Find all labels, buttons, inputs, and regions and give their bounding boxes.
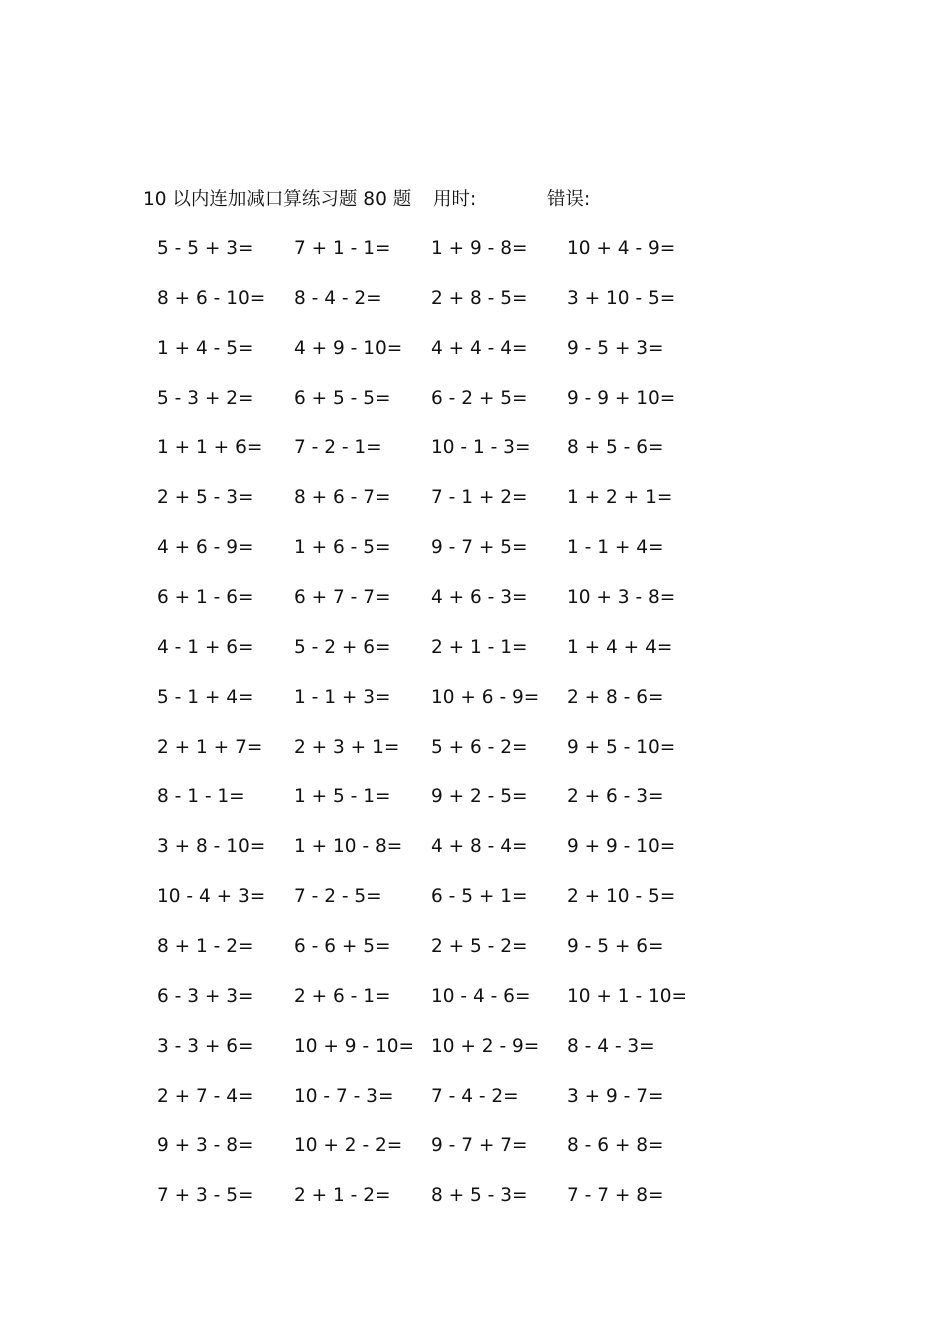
arithmetic-problem: 7 - 2 - 1=	[294, 437, 382, 459]
arithmetic-problem: 1 - 1 + 4=	[567, 537, 664, 559]
arithmetic-problem: 9 - 7 + 5=	[431, 537, 528, 559]
arithmetic-problem: 5 - 3 + 2=	[157, 387, 254, 409]
arithmetic-problem: 2 + 1 - 2=	[294, 1185, 391, 1207]
arithmetic-problem: 2 + 1 - 1=	[431, 636, 528, 658]
arithmetic-problem: 1 + 10 - 8=	[294, 836, 403, 858]
arithmetic-problem: 5 - 2 + 6=	[294, 636, 391, 658]
arithmetic-problem: 4 + 6 - 3=	[431, 587, 528, 608]
arithmetic-problem: 10 - 1 - 3=	[431, 437, 531, 459]
arithmetic-problem: 3 + 10 - 5=	[567, 287, 676, 309]
arithmetic-problem: 9 - 5 + 6=	[567, 935, 664, 957]
arithmetic-problem: 8 - 4 - 2=	[294, 287, 382, 309]
arithmetic-problem: 8 - 1 - 1=	[157, 786, 245, 808]
arithmetic-problem: 8 - 4 - 3=	[567, 1035, 655, 1057]
arithmetic-problem: 3 - 3 + 6=	[157, 1035, 254, 1057]
arithmetic-problem: 4 + 4 - 4=	[431, 337, 528, 359]
arithmetic-problem: 4 + 9 - 10=	[294, 337, 403, 359]
arithmetic-problem: 2 + 8 - 5=	[431, 287, 528, 309]
arithmetic-problem: 8 + 1 - 2=	[157, 935, 254, 957]
arithmetic-problem: 9 - 9 + 10=	[567, 387, 676, 409]
arithmetic-problem: 5 - 1 + 4=	[157, 686, 254, 708]
arithmetic-problem: 9 + 2 - 5=	[431, 786, 528, 808]
arithmetic-problem: 5 - 5 + 3=	[157, 238, 254, 259]
arithmetic-problem: 10 - 4 - 6=	[431, 985, 531, 1007]
arithmetic-problem: 2 + 5 - 3=	[157, 487, 254, 509]
arithmetic-problem: 2 + 5 - 2=	[431, 935, 528, 957]
arithmetic-problem: 8 + 6 - 10=	[157, 287, 266, 309]
arithmetic-problem: 9 - 7 + 7=	[431, 1135, 528, 1157]
arithmetic-problem: 6 + 7 - 7=	[294, 587, 391, 608]
arithmetic-problem: 2 + 10 - 5=	[567, 886, 676, 908]
arithmetic-problem: 10 + 4 - 9=	[567, 238, 676, 259]
arithmetic-problem: 2 + 1 + 7=	[157, 736, 263, 758]
arithmetic-problem: 6 - 5 + 1=	[431, 886, 528, 908]
arithmetic-problem: 1 + 6 - 5=	[294, 537, 391, 559]
arithmetic-problem: 1 + 4 - 5=	[157, 337, 254, 359]
arithmetic-problem: 2 + 6 - 1=	[294, 985, 391, 1007]
arithmetic-problem: 10 + 9 - 10=	[294, 1035, 415, 1057]
arithmetic-problem: 2 + 8 - 6=	[567, 686, 664, 708]
arithmetic-problem: 2 + 7 - 4=	[157, 1085, 254, 1107]
arithmetic-problem: 1 + 4 + 4=	[567, 636, 673, 658]
arithmetic-problem: 1 + 2 + 1=	[567, 487, 673, 509]
arithmetic-problem: 1 - 1 + 3=	[294, 686, 391, 708]
arithmetic-problem: 10 + 1 - 10=	[567, 985, 688, 1007]
arithmetic-problem: 4 - 1 + 6=	[157, 636, 254, 658]
arithmetic-problem: 6 - 2 + 5=	[431, 387, 528, 409]
arithmetic-problem: 9 - 5 + 3=	[567, 337, 664, 359]
worksheet-title: 10 以内连加减口算练习题 80 题	[143, 189, 412, 210]
arithmetic-problem: 7 - 7 + 8=	[567, 1185, 664, 1207]
arithmetic-problem: 9 + 5 - 10=	[567, 736, 676, 758]
arithmetic-problem: 7 + 3 - 5=	[157, 1185, 254, 1207]
arithmetic-problem: 3 + 9 - 7=	[567, 1085, 664, 1107]
arithmetic-problem: 1 + 1 + 6=	[157, 437, 263, 459]
arithmetic-problem: 10 - 7 - 3=	[294, 1085, 394, 1107]
time-used-label: 用时:	[433, 189, 477, 210]
arithmetic-problem: 6 - 6 + 5=	[294, 935, 391, 957]
arithmetic-problem: 5 + 6 - 2=	[431, 736, 528, 758]
arithmetic-problem: 10 + 6 - 9=	[431, 686, 540, 708]
arithmetic-problem: 10 - 4 + 3=	[157, 886, 266, 908]
arithmetic-problem: 2 + 6 - 3=	[567, 786, 664, 808]
arithmetic-problem: 10 + 2 - 9=	[431, 1035, 540, 1057]
arithmetic-problem: 6 + 1 - 6=	[157, 587, 254, 608]
arithmetic-problem: 4 + 6 - 9=	[157, 537, 254, 559]
arithmetic-problem: 9 + 9 - 10=	[567, 836, 676, 858]
arithmetic-problem: 10 + 3 - 8=	[567, 587, 676, 608]
arithmetic-problem: 10 + 2 - 2=	[294, 1135, 403, 1157]
arithmetic-problem: 3 + 8 - 10=	[157, 836, 266, 858]
arithmetic-problem: 8 - 6 + 8=	[567, 1135, 664, 1157]
arithmetic-problem: 1 + 9 - 8=	[431, 238, 528, 259]
arithmetic-problem: 1 + 5 - 1=	[294, 786, 391, 808]
arithmetic-problem: 7 - 4 - 2=	[431, 1085, 519, 1107]
arithmetic-problem: 8 + 5 - 6=	[567, 437, 664, 459]
errors-label: 错误:	[547, 189, 591, 210]
arithmetic-problem: 8 + 5 - 3=	[431, 1185, 528, 1207]
arithmetic-problem: 8 + 6 - 7=	[294, 487, 391, 509]
arithmetic-problem: 7 - 2 - 5=	[294, 886, 382, 908]
arithmetic-problem: 9 + 3 - 8=	[157, 1135, 254, 1157]
arithmetic-problem: 7 + 1 - 1=	[294, 238, 391, 259]
arithmetic-problem: 6 - 3 + 3=	[157, 985, 254, 1007]
arithmetic-problem: 2 + 3 + 1=	[294, 736, 400, 758]
arithmetic-problem: 7 - 1 + 2=	[431, 487, 528, 509]
arithmetic-problem: 6 + 5 - 5=	[294, 387, 391, 409]
arithmetic-problem: 4 + 8 - 4=	[431, 836, 528, 858]
